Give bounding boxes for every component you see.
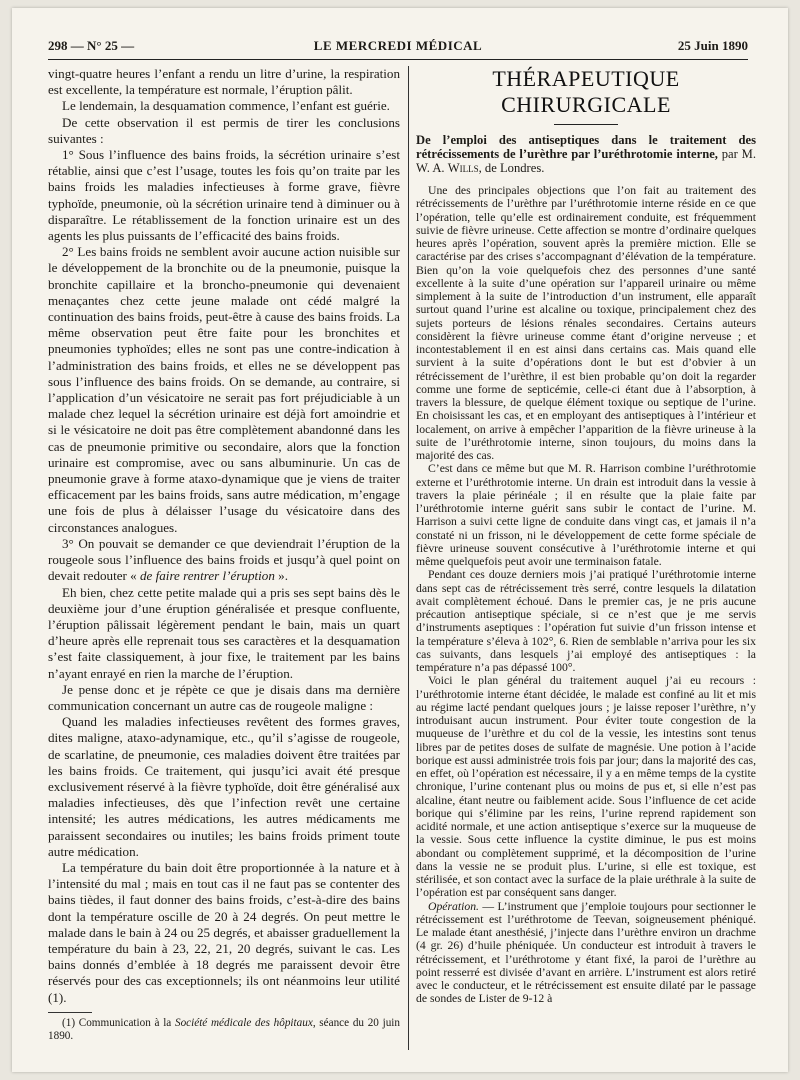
paragraph: Le lendemain, la desquamation commence, l’enfant est guérie. <box>62 98 390 114</box>
paragraph: Eh bien, chez cette petite malade qui a pris ses sept bains dès le deuxième jour d’une éruption généralisée et presque confluente, l’éruption pâlissait légèrement pendant le bain, mais un quart d’heure après elle reprenait tous ses caractères et la desquamation s’est faite classiquement, à jour fixe, le traitement par les bains n’ayant enrayé en rien la marche de l’éruption. <box>48 584 400 681</box>
italic-heading: Opération. <box>428 899 479 913</box>
paragraph: C’est dans ce même but que M. R. Harrison combine l’uréthrotomie externe et l’uréthrotomie interne. Un drain est introduit dans la vessie à travers la plaie périnéale ; il en résulte que la plaie faite par l’uréthrotomie interne guérit sans subir le contact de l’urine. M. Harrison a suivi cette ligne de conduite dans vingt cas, et jamais il n’a constaté ni un frisson, ni le développement de cette forme spéciale de fièvre urineuse souvent consécutive à l’uréthrotomie interne et qui même quelquefois peut avoir une terminaison fatale. <box>416 462 756 568</box>
newspaper-page <box>12 8 788 1072</box>
journal-title: LE MERCREDI MÉDICAL <box>313 38 483 53</box>
paragraph <box>416 900 756 1006</box>
italic-quote: de faire rentrer l’éruption <box>139 568 275 584</box>
author-name: Wills <box>447 161 479 175</box>
italic-society: Société médicale des hôpitaux <box>174 1016 313 1029</box>
header-rule <box>48 59 748 60</box>
footnote <box>48 1017 400 1043</box>
text-run: , séance du 20 juin 1890. <box>48 1016 400 1042</box>
paragraph: Voici le plan général du traitement auquel j’ai eu recours : l’uréthrotomie interne étant décidée, le malade est confiné au lit et mis au régime lacté pendant quelques jours ; je laisse reposer l’urèthre, n’y introduisant aucun instrument. Pour éviter toute congestion de la muqueuse de l’urèthre et du col de la vessie, les intestins sont tenus libres par de petites doses de sulfate de magnésie. Une potion à l’acide borique est aussi administrée trois fois par jour; dans la majorité des cas, en effet, où l’opération est nécessaire, il y a en même temps de la cystite chronique, l’urine contenant plus ou moins de pus et, si elle n’est pas alcaline, étant neutre ou faiblement acide. Sous l’influence de cet acide borique qui s’élimine par les reins, l’urine reprend rapidement son acidité normale, et une action antiseptique s’exerce sur la muqueuse de la vessie. Sous cette influence la cystite diminue, le pus est moins abondant ou complètement supprimé, et la décomposition de l’urine dans la vessie ne se produit plus. L’urine, si elle est toxique, est stérilisée, et son contact avec la surface de la plaie uréthrale à la suite de l’opération est par conséquent sans danger. <box>416 674 756 900</box>
paragraph: Une des principales objections que l’on fait au traitement des rétrécissements de l’urèthre par l’uréthrotomie interne réside en ce que l’opération, telle qu’elle est ordinairement conduite, est fréquemment suivie de fièvre urineuse. Cette affection se montre d’ordinaire quelques heures après l’opération, souvent après la première miction. Elle se caractérise par des crises s’accompagnant d’élévation de la température. Bien qu’on la voie quelquefois chez des personnes d’une santé excellente à la suite d’une opération sur l’appareil urinaire ou même simplement à la suite de l’introduction d’un instrument, elle apparaît surtout quand l’urine est alcaline ou toxique, principalement chez des sujets porteurs de lésions rénales secondaires. Certains auteurs considèrent la fièvre urineuse comme étant d’origine nerveuse ; et incontestablement il en est ainsi dans certains cas. Mais quand elle survient à la suite d’opérations dont le but est d’obvier à un rétrécissement de l’urèthre, il est bien probable qu’on doit la regarder comme une forme de septicémie, celle-ci étant due à l’absorption, à travers la blessure, de quelque élément toxique ou septique de l’urine. En choisissant les cas, et en employant des antiseptiques à l’intérieur et localement, on arrive à empêcher l’apparition de la fièvre urineuse à la suite de l’uréthrotomie interne, sinon toujours, du moins dans la majorité des cas. <box>416 184 756 462</box>
paragraph: Je pense donc et je répète ce que je disais dans ma dernière communication concernant un autre cas de rougeole maligne : <box>48 681 400 713</box>
right-column <box>416 66 756 1050</box>
text-run: ». <box>274 568 288 584</box>
paragraph: Quand les maladies infectieuses revêtent des formes graves, dites maligne, ataxo-adynamique, etc., qu’il s’agisse de rougeole, de scarlatine, de pneumonie, ces maladies doivent être traitées par les bains froids. Ce traitement, qui jusqu’ici avait été presque exclusivement réservé à la fièvre typhoïde, doit être généralisé aux maladies infectieuses, dès que l’infection revêt une certaine intensité; les autres médications, les autres médicaments me paraissent secondaires ou inutiles; les bains froids priment toute autre médication. <box>48 714 400 859</box>
footnote-rule <box>48 1012 92 1013</box>
text-run: (1) Communication à la <box>62 1016 175 1029</box>
page-number: 298 — N° 25 — <box>48 38 135 53</box>
paragraph: vingt-quatre heures l’enfant a rendu un litre d’urine, la respiration est excellente, la température est normale, l’éruption pâlit. <box>48 66 400 98</box>
paragraph <box>48 536 400 585</box>
byline-text: par M. W. A. <box>416 147 756 175</box>
article-title: De l’emploi des antiseptiques dans le traitement des rétrécissements de l’urèthre par l’uréthrotomie interne, <box>416 133 756 161</box>
paragraph: Pendant ces douze derniers mois j’ai pratiqué l’uréthrotomie interne dans sept cas de rétrécissement très serré, contre lesquels la dilatation avait complètement échoué. Dans le premier cas, je ne pris aucune précaution antiseptique spéciale, si ce n’est que je me servis d’instruments aseptiques : l’opération fut suivie d’un frisson intense et la température s’éleva à 102°, 6. Rien de semblable n’arriva pour les six cas suivants, dans lesquels j’ai employé des antiseptiques : la température n’a pas dépassé 100°. <box>416 568 756 674</box>
section-title: THÉRAPEUTIQUE CHIRURGICALE <box>492 66 680 117</box>
paragraph: La température du bain doit être proportionnée à la nature et à l’intensité du mal ; mais en tout cas il ne faut pas se contenter des bains tièdes, il faut donner des bains froids, c’est-à-dire des bains dont la température oscille de 20 à 24 degrés. On peut mettre le malade dans le bain à 24 ou 25 degrés, et abaisser graduellement la température du bain à 23, 22, 21, 20 degrés, suivant le cas. Les bains donnés d’emblée à 18 degrés me paraissent devoir être réservés pour des cas exceptionnels; ils ont néanmoins leur utilité (1). <box>48 859 400 1005</box>
article-heading <box>416 133 756 175</box>
paragraph: 2° Les bains froids ne semblent avoir aucune action nuisible sur le développement de la bronchite ou de la pneumonie, puisque la bronchite capillaire et la broncho-pneumonie qui devenaient menaçantes chez cette jeune malade ont cédé malgré la continuation des bains froids, peut-être à cause des bains froids. La même observation peut être faite pour les bronchites et pneumonies typhoïdes; elles ne sont pas une contre-indication à l’administration des bains froids, et elles ne se développent pas sous l’influence des bains froids. On se demande, au contraire, si l’application d’un vésicatoire ne serait pas fort préjudiciable à un malade chez lequel la sécrétion urinaire est déjà fort amoindrie et si le vésicatoire ne doit pas être complètement abandonné dans les cas de pneumonie primitive ou secondaire, alors que la fonction urinaire est compromise, avec ou sans albuminurie. Un cas de pneumonie grave à forme ataxo-dynamique que je viens de traiter efficacement par les bains froids, sans autre médication, m’engage une fois de plus à délaisser l’usage du vésicatoire dans des circonstances analogues. <box>48 244 400 535</box>
byline-text: , de Londres. <box>478 161 545 175</box>
page-header <box>48 38 748 56</box>
text-run: 3° On pouvait se demander ce que deviendrait l’éruption de la rougeole sous l’influence des bains froids et jusqu’à quel point on devait redouter « <box>48 535 400 584</box>
left-column <box>48 66 400 1050</box>
text-run: — L’instrument que j’emploie toujours pour sectionner le rétrécissement est l’uréthrotome de Teevan, soigneusement phéniqué. Le malade étant anesthésié, j’injecte dans l’urèthre environ un drachme (4 gr. 26) d’huile phéniquée. Un conducteur est introduit à travers le rétrécissement, et l’uréthrotome y étant fixé, la paroi de l’urèthre au point resserré est divisée d’avant en arrière. L’instrument est alors retiré avec le conducteur, et le rétrécissement est ensuite dilaté par le passage de sondes de Lister de 9-12 à <box>416 899 756 1006</box>
title-rule <box>554 124 618 125</box>
issue-date: 25 Juin 1890 <box>677 38 748 53</box>
paragraph: De cette observation il est permis de tirer les conclusions suivantes : <box>48 114 400 146</box>
paragraph: 1° Sous l’influence des bains froids, la sécrétion urinaire s’est rétablie, ainsi que c’est l’usage, toutes les fois qu’on traite par les bains froids les maladies infectieuses à forme grave, fièvre typhoïde, pneumonie, où la sécrétion urinaire tend à diminuer ou à disparaître. Le rétablissement de la fonction urinaire est un des agents les plus puissants de l’efficacité des bains froids. <box>48 147 400 244</box>
column-divider <box>408 66 409 1050</box>
